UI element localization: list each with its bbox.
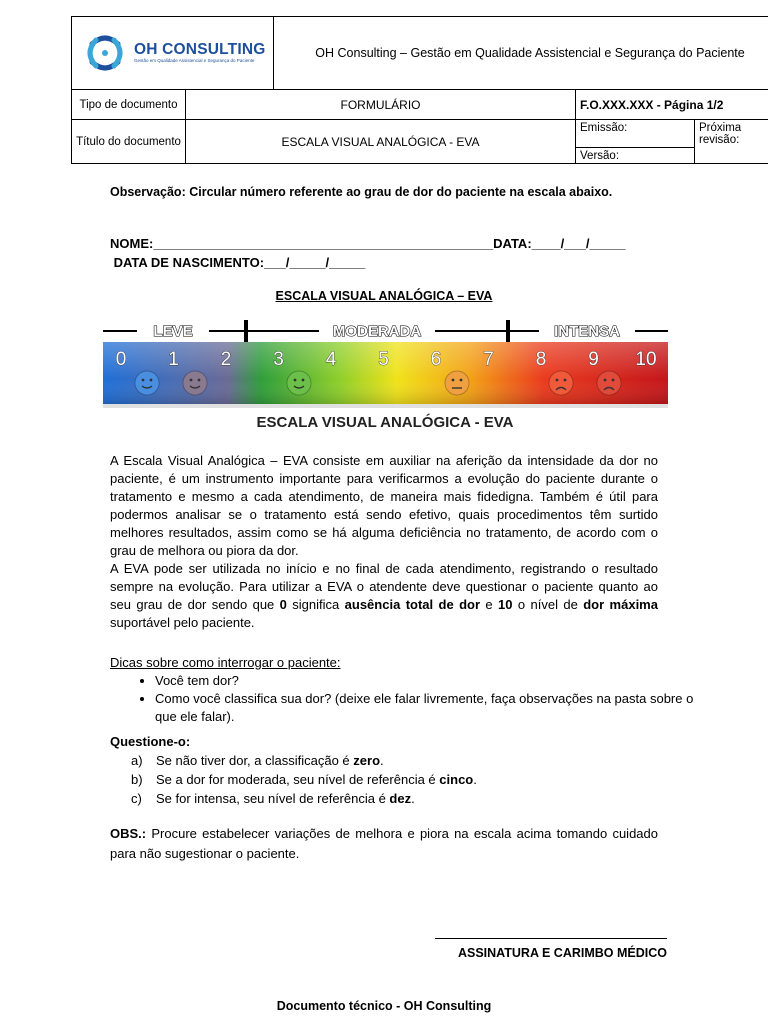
description-p2 <box>110 560 658 632</box>
header-table <box>71 16 768 164</box>
company-name: OH CONSULTING <box>134 41 266 58</box>
signature-line <box>435 938 667 939</box>
tip-item: • Você tem dor? <box>155 672 703 690</box>
doc-code: F.O.XXX.XXX - Página 1/2 <box>576 90 768 120</box>
company-logo <box>76 30 269 76</box>
questions-list <box>110 751 477 808</box>
scale-number: 8 <box>535 349 547 370</box>
scale-number: 6 <box>430 349 442 370</box>
question-text: Se for intensa, seu nível de referência é <box>156 791 390 806</box>
p2-text-i: suportável pelo paciente. <box>110 615 255 630</box>
scale-title: ESCALA VISUAL ANALÓGICA – EVA <box>275 289 493 303</box>
eva-description <box>110 452 658 632</box>
birthdate-field: DATA DE NASCIMENTO:___/_____/_____ <box>110 255 366 270</box>
doc-title-label: Título do documento <box>72 120 186 164</box>
patient-fields <box>110 234 626 272</box>
p2-text-a: A EVA pode ser utilizada no início e no final de cada atendimento, registrando o resultado sempre na evolução. Para utilizar a EVA o atendente deve questionar o paciente quanto ao seu grau de dor sendo que <box>110 561 658 612</box>
logo-icon <box>82 30 128 76</box>
scale-number: 9 <box>588 349 599 370</box>
scale-number: 10 <box>635 349 657 370</box>
question-item <box>131 789 477 808</box>
pain-face-icon <box>287 371 311 395</box>
band-label: INTENSA <box>554 323 620 340</box>
name-date-field: NOME:_______________________________________________DATA:____/___/_____ <box>110 236 626 251</box>
p2-no-pain: ausência total de dor <box>344 597 481 612</box>
question-end: . <box>380 753 384 768</box>
obs-note <box>110 824 658 864</box>
question-text: Se não tiver dor, a classificação é <box>156 753 354 768</box>
p2-text-g: o nível de <box>512 597 584 612</box>
p2-text-c: significa <box>286 597 345 612</box>
observation-text: Observação: Circular número referente ao grau de dor do paciente na escala abaixo. <box>110 185 613 199</box>
obs-label: OBS.: <box>110 826 147 841</box>
scale-divider-2 <box>506 320 510 342</box>
scale-number: 2 <box>220 349 232 370</box>
p2-ten: 10 <box>498 597 513 612</box>
scale-number: 5 <box>378 349 389 370</box>
question-end: . <box>473 772 477 787</box>
description-p1: A Escala Visual Analógica – EVA consiste em auxiliar na aferição da intensidade da dor no paciente, é um instrumento importante para verificarmos a evolução do paciente durante o tratamento e mesmo a cada atendimento, de maneira mais fidedigna. Também é útil para podermos analisar se o tratamento está sendo efetivo, quais procedimentos têm surtido melhores resultados, assim como se há alguma deficiência no tratamento, de acordo com o grau de melhora ou piora da dor. <box>110 453 658 558</box>
scale-number: 0 <box>115 349 127 370</box>
doc-type-label: Tipo de documento <box>72 90 186 120</box>
pain-face-icon <box>597 371 621 395</box>
pain-face-icon <box>135 371 159 395</box>
scale-number: 4 <box>325 349 337 370</box>
p2-zero: 0 <box>279 597 287 612</box>
logo-cell <box>72 17 274 90</box>
question-letter: a) <box>131 753 143 768</box>
company-tagline: Gestão em Qualidade Assistencial e Segurança do Paciente <box>134 58 255 63</box>
band-label: MODERADA <box>332 323 422 340</box>
p2-text-e: e <box>480 597 499 612</box>
scale-base <box>103 404 668 408</box>
question-item <box>131 770 477 789</box>
scale-number: 1 <box>168 349 179 370</box>
pain-face-icon <box>445 371 469 395</box>
scale-caption: ESCALA VISUAL ANALÓGICA - EVA <box>256 414 514 431</box>
tips-list <box>110 672 703 726</box>
header-title: OH Consulting – Gestão em Qualidade Assistencial e Segurança do Paciente <box>274 17 768 90</box>
footer-text: Documento técnico - OH Consulting <box>276 999 492 1013</box>
pain-face-icon <box>183 371 207 395</box>
version-label: Versão: <box>576 148 695 164</box>
signature-label: ASSINATURA E CARIMBO MÉDICO <box>457 946 667 960</box>
doc-type-value: FORMULÁRIO <box>186 90 576 120</box>
pain-scale-figure <box>103 318 668 436</box>
question-bold: cinco <box>439 772 474 787</box>
emission-label: Emissão: <box>576 120 695 148</box>
question-end: . <box>411 791 415 806</box>
tip-item: • Como você classifica sua dor? (deixe ele falar livremente, faça observações na pasta sobre o que ele falar). <box>155 690 703 726</box>
question-item <box>131 751 477 770</box>
scale-number: 7 <box>483 349 494 370</box>
scale-number: 3 <box>273 349 284 370</box>
question-bold: zero <box>353 753 381 768</box>
question-text: Se a dor for moderada, seu nível de referência é <box>156 772 440 787</box>
questions-title: Questione-o: <box>110 734 191 749</box>
obs-text: Procure estabelecer variações de melhora e piora na escala acima tomando cuidado para não sugestionar o paciente. <box>110 826 658 861</box>
pain-face-icon <box>549 371 573 395</box>
band-label: LEVE <box>153 323 193 340</box>
tips-title: Dicas sobre como interrogar o paciente: <box>110 655 341 670</box>
scale-divider-1 <box>244 320 248 342</box>
question-letter: c) <box>131 791 142 806</box>
next-review-label: Próxima revisão: <box>695 120 768 164</box>
p2-max-pain: dor máxima <box>583 597 658 612</box>
question-letter: b) <box>131 772 143 787</box>
question-bold: dez <box>389 791 412 806</box>
doc-title-value: ESCALA VISUAL ANALÓGICA - EVA <box>186 120 576 164</box>
